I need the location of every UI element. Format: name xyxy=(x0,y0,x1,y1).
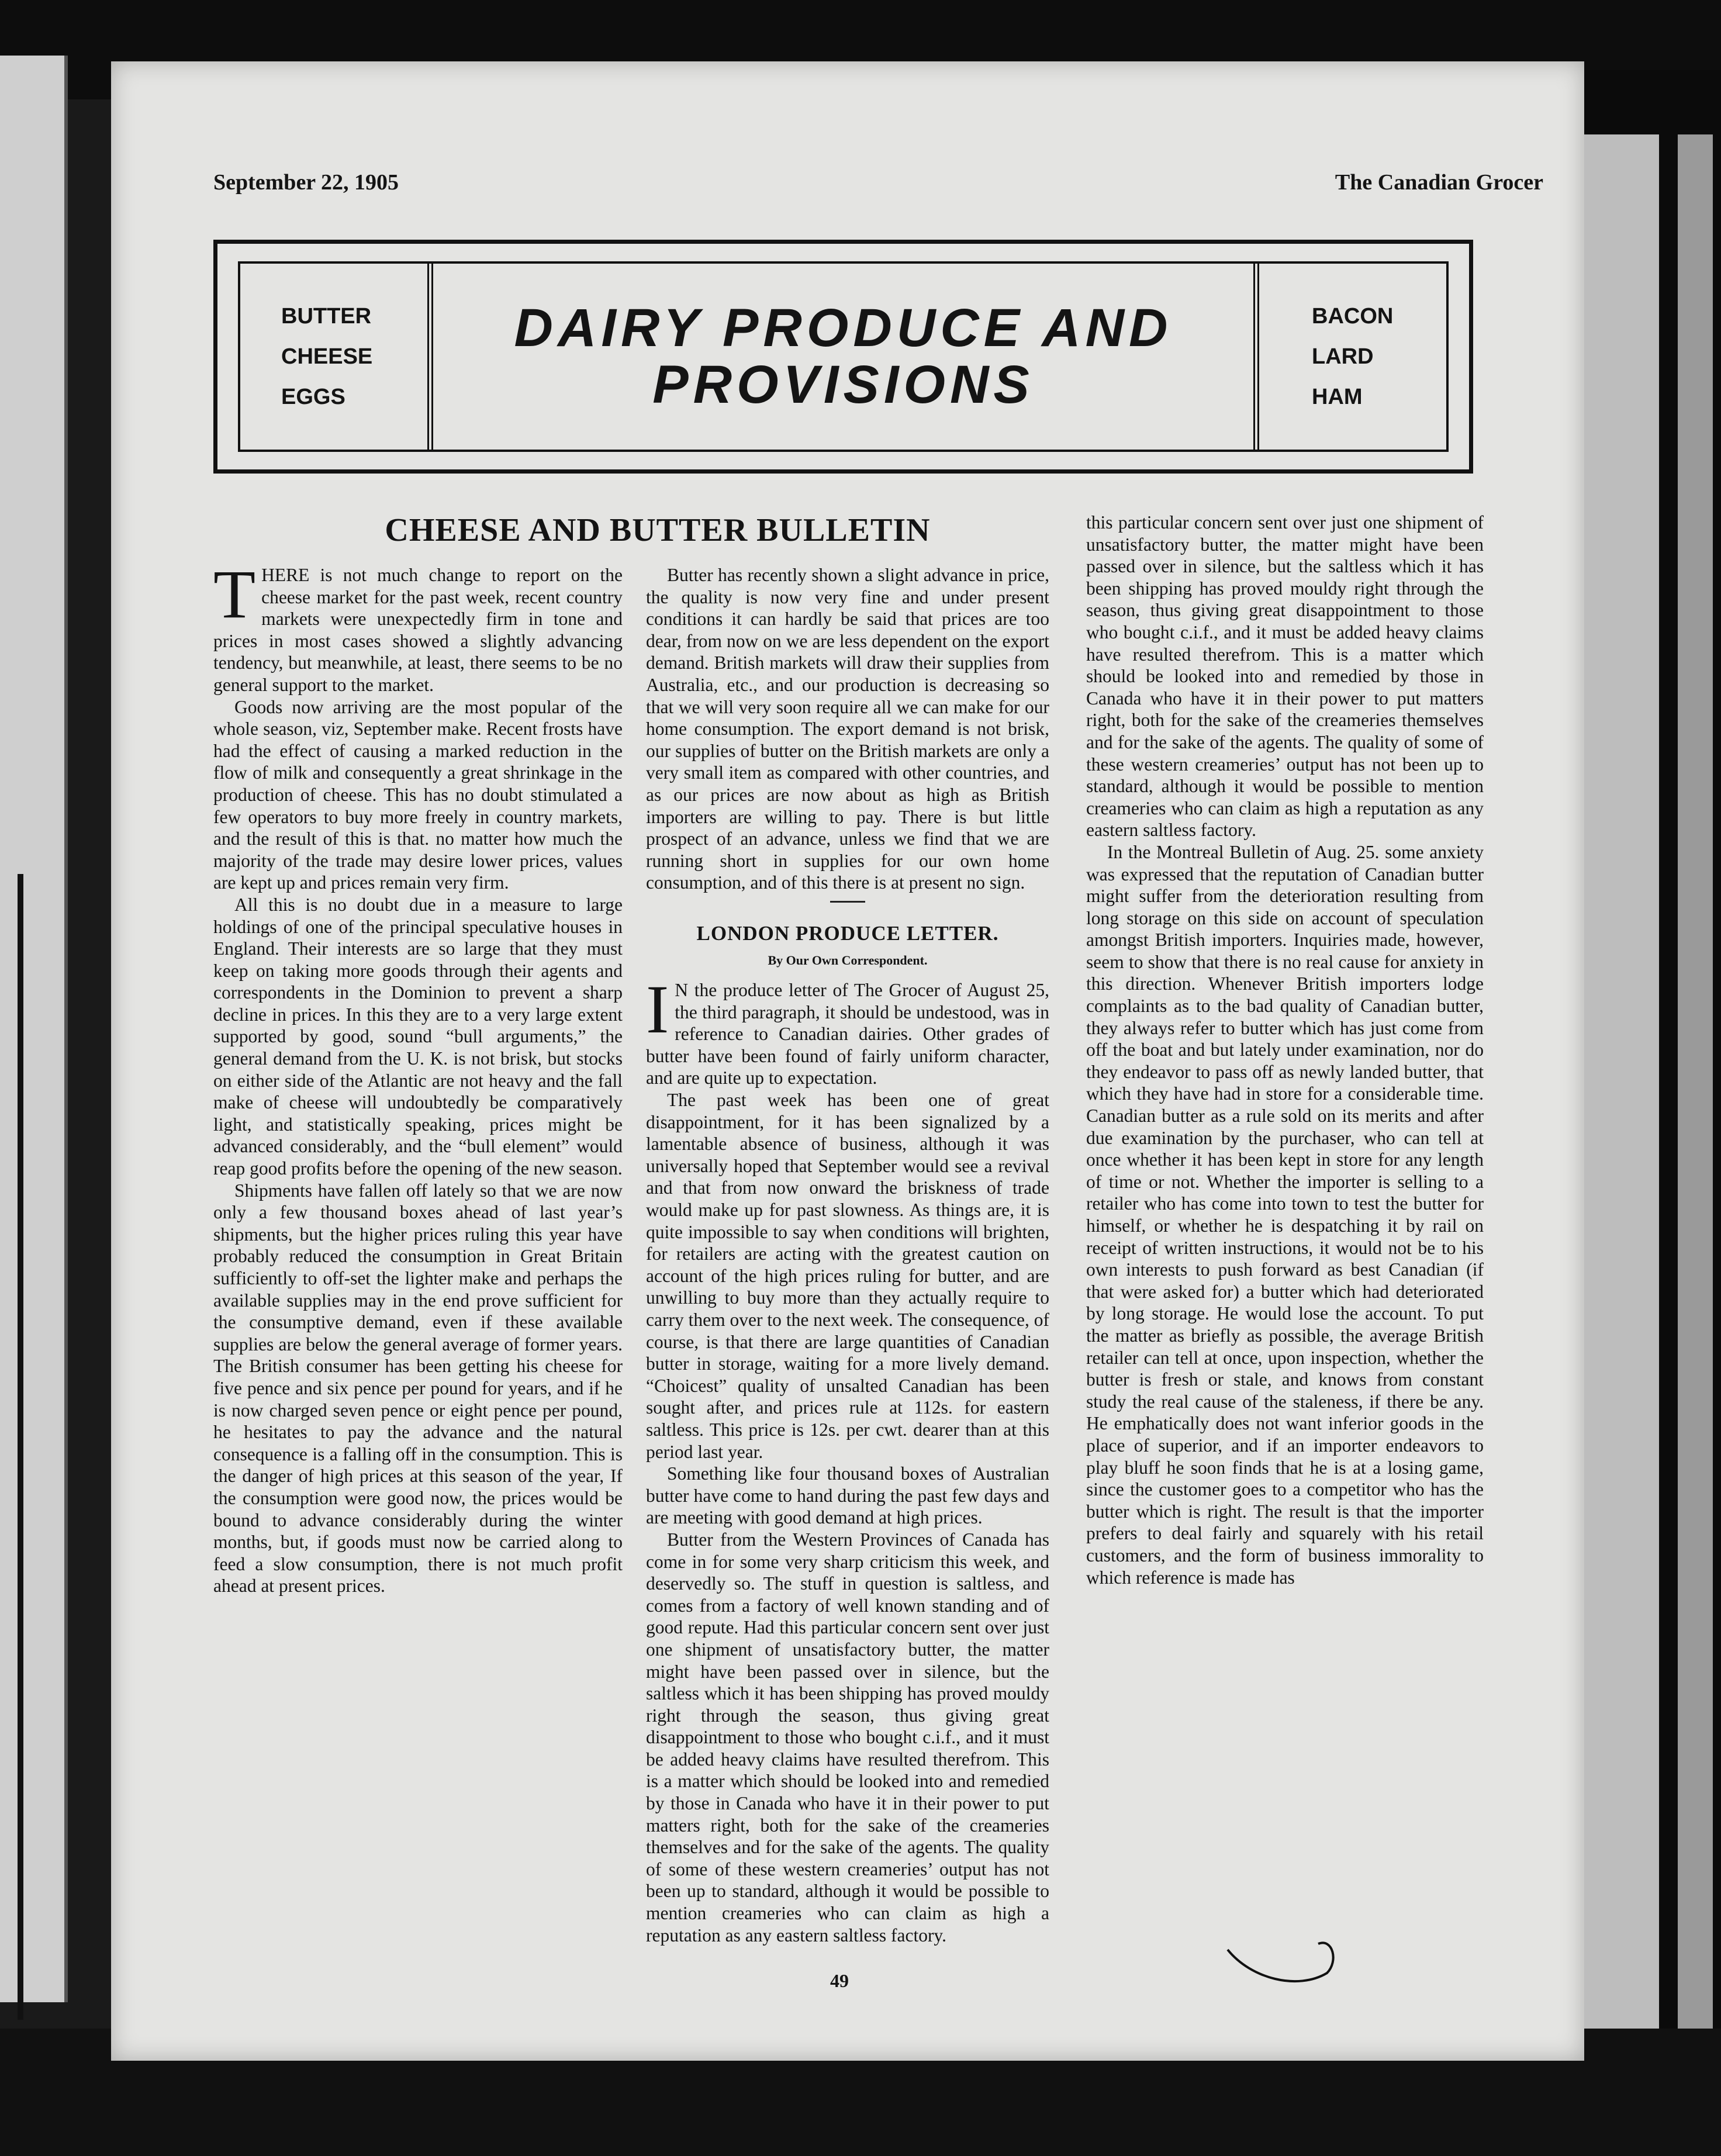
section-banner-inner xyxy=(238,261,1449,452)
article2-paragraph-1: I N the produce letter of The Grocer of August 25, the third paragraph, it should be undestood, was in reference to Canadian dairies. Other grades of butter have been found of fairly uniform character, and are quite up to expectation. xyxy=(646,971,1049,1089)
page-stack-edge xyxy=(1578,134,1659,2046)
banner-left-list xyxy=(240,264,433,450)
drop-cap-2: I xyxy=(646,971,669,1048)
article1-paragraph-4: Shipments have fallen off lately so that we are now only a few thousand boxes ahead of last year’s shipments, but the higher prices ruling this year have probably reduced the consumption in Great Britain sufficiently to off-set the lighter make and perhaps the available supplies may in the end prove sufficient for the consumptive demand, even if these available supplies are below the general average of former years. The British consumer has been getting his cheese for five pence and six pence per pound for years, and if he is now charged seven pence or eight pence per pound, he hesitates to pay the advance and the natural consequence is a falling off in the consumption. This is the danger of high prices at this season of the year, If the consumption were good now, the prices would be bound to advance considerably during the winter months, but, if goods must now be carried along to feed a slow consumption, there is not much profit ahead at present prices. xyxy=(213,1180,623,1597)
article2-paragraph-4-continued: this particular concern sent over just one shipment of unsatisfactory butter, the matter might have been passed over in silence, but the saltless which it has been shipping has proved mouldy right through the season, thus giving great disappointment to those who bought c.i.f., and it must be added heavy claims have resulted therefrom. This is a matter which should be looked into and remedied by those in Canada who have it in their power to put matters right, both for the sake of the creameries themselves and for the sake of the agents. The quality of some of these western creameries’ output has not been up to standard, although it would be possible to mention creameries who can claim as high a reputation as any eastern saltless factory. xyxy=(1086,512,1484,841)
article2-body xyxy=(646,971,1049,1946)
article1-paragraph-5: Butter has recently shown a slight advance in price, the quality is now very fine and under present conditions it can hardly be said that prices are too dear, from now on we are less dependent on the export demand. British markets will draw their supplies from Australia, etc., and our production is decreasing so that we will very soon require all we can make for our home consumption. The export demand is not brisk, our supplies of butter on the British markets are only a very small item as compared with other countries, and as our prices are now about as high as British importers are willing to pay. There is but little prospect of an advance, unless we find that we are running short in supplies for our own home consumption, and of this there is at present no sign. xyxy=(646,565,1049,893)
article-title-cheese-butter: CHEESE AND BUTTER BULLETIN xyxy=(385,512,931,548)
article1-paragraph-2: Goods now arriving are the most popular of the whole season, viz, September make. Recent frosts have had the effect of causing a marked reduction in the flow of milk and consequently a great shrinkage in the production of cheese. This has no doubt stimulated a few operators to buy more freely in country markets, and the result of this is that. no matter how much the majority of the trade may desire lower prices, values are kept up and prices remain very firm. xyxy=(213,696,623,893)
section-title xyxy=(439,264,1247,450)
page-number: 49 xyxy=(830,1970,849,1991)
column-2 xyxy=(646,564,1049,1946)
banner-item-butter: BUTTER xyxy=(281,303,372,329)
issue-date: September 22, 1905 xyxy=(213,170,399,195)
banner-right-list xyxy=(1253,264,1446,450)
drop-cap: T xyxy=(213,556,256,633)
article2-paragraph-5: In the Montreal Bulletin of Aug. 25. some anxiety was expressed that the reputation of Canadian butter might suffer from the deterioration resulting from long storage on this side on account of speculation amongst British importers. Inquiries made, however, seem to show that there is no real cause for anxiety in this direction. Whenever British importers lodge complaints as to the bad quality of Canadian butter, they always refer to butter which has just come from off the boat and but lately under examination, nor do they endeavor to pass off as newly landed butter, that which they have had in store for a considerable time. Canadian butter as a rule sold on its merits and after due examination by the purchaser, who can tell at once whether it has been kept in store for any length of time or not. Whether the importer is selling to a retailer who has come into town to test the butter for himself, or whether he is despatching it by rail on receipt of written instructions, it would not be to his own interests to push forward as best Canadian (if that were asked for) a butter which had deteriorated by long storage. He would lose the account. To put the matter as briefly as possible, the average British retailer can tell at once, upon inspection, whether the butter is fresh or stale, and knows from constant study the real cause of the staleness, if there be any. He emphatically does not want inferior goods in the place of superior, and if an importer endeavors to play bluff he soon finds that he is at a losing game, since the customer goes to a competitor who has the butter which is right. The result is that the importer prefers to deal fairly and squarely with his retail customers, and the form of business immorality to which reference is made has xyxy=(1086,841,1484,1588)
section-divider xyxy=(830,901,865,903)
facing-page-edge xyxy=(0,56,68,2002)
article2-paragraph-3: Something like four thousand boxes of Australian butter have come to hand during the past few days and are meeting with good demand at high prices. xyxy=(646,1463,1049,1528)
banner-item-cheese: CHEESE xyxy=(281,344,373,369)
section-banner xyxy=(213,240,1473,474)
magazine-name: The Canadian Grocer xyxy=(1335,170,1543,195)
article1-paragraph-1: THERE is not much change to report on the cheese market for the past week, recent country markets were unexpectedly firm in tone and prices in most cases showed a slightly advancing tendency, but meanwhile, at least, there seems to be no general support to the market. xyxy=(213,556,623,695)
newspaper-page xyxy=(111,61,1584,2061)
article-title-london-letter: LONDON PRODUCE LETTER. xyxy=(696,921,999,945)
section-title-line1: DAIRY PRODUCE AND xyxy=(514,298,1173,358)
column-3 xyxy=(1086,512,1484,1588)
article1-paragraph-3: All this is no doubt due in a measure to large holdings of one of the principal speculative houses in England. Their interests are so large that they must keep on taking more goods through their agents and correspondents in the Dominion to prevent a sharp decline in prices. In this they are to a very large extent supported by good, sound “bull arguments,” the general demand from the U. K. is not brisk, but stocks on either side of the Atlantic are not heavy and the fall make of cheese will undoubtedly be comparatively light, and statistically speaking, prices might be advanced considerably, and the “bull element” would reap good profits before the opening of the new season. xyxy=(213,894,623,1179)
banner-item-lard: LARD xyxy=(1312,344,1374,369)
banner-item-bacon: BACON xyxy=(1312,303,1394,329)
section-title-line2: PROVISIONS xyxy=(652,355,1034,414)
article2-paragraph-4: Butter from the Western Provinces of Canada has come in for some very sharp criticism this week, and deservedly so. The stuff in question is saltless, and comes from a factory of well known standing and of good repute. Had this particular concern sent over just one shipment of unsatisfactory butter, the matter might have been passed over in silence, but the saltless which it has been shipping has proved mouldy right through the season, thus giving great disappointment to those who bought c.i.f., and it must be added heavy claims have resulted therefrom. This is a matter which should be looked into and remedied by those in Canada who have it in their power to put matters right, both for the sake of the creameries themselves and for the sake of the agents. The quality of some of these western creameries’ output has not been up to standard, although it would be possible to mention creameries who can claim as high a reputation as any eastern saltless factory. xyxy=(646,1529,1049,1946)
pen-scribble-mark xyxy=(1216,1926,1345,1996)
banner-item-ham: HAM xyxy=(1312,384,1363,409)
column-1 xyxy=(213,556,623,1597)
byline: By Our Own Correspondent. xyxy=(768,952,928,968)
banner-item-eggs: EGGS xyxy=(281,384,345,409)
article2-paragraph-2: The past week has been one of great disappointment, for it has been signalized by a lamentable absence of business, although it was universally hoped that September would see a revival and that from now onward the briskness of trade would make up for past slowness. As things are, it is quite impossible to say when conditions will brighten, for retailers are acting with the greatest caution on account of the high prices ruling for butter, and are unwilling to buy more than they actually require to carry them over to the next week. The consequence, of course, is that there are large quantities of Canadian butter in storage, waiting for a more lively demand. “Choicest” quality of unsalted Canadian has been sought after, and prices rule at 112s. for eastern saltless. This price is 12s. per cwt. dearer than at this period last year. xyxy=(646,1090,1049,1462)
page-stack-edge-outer xyxy=(1678,134,1713,2046)
